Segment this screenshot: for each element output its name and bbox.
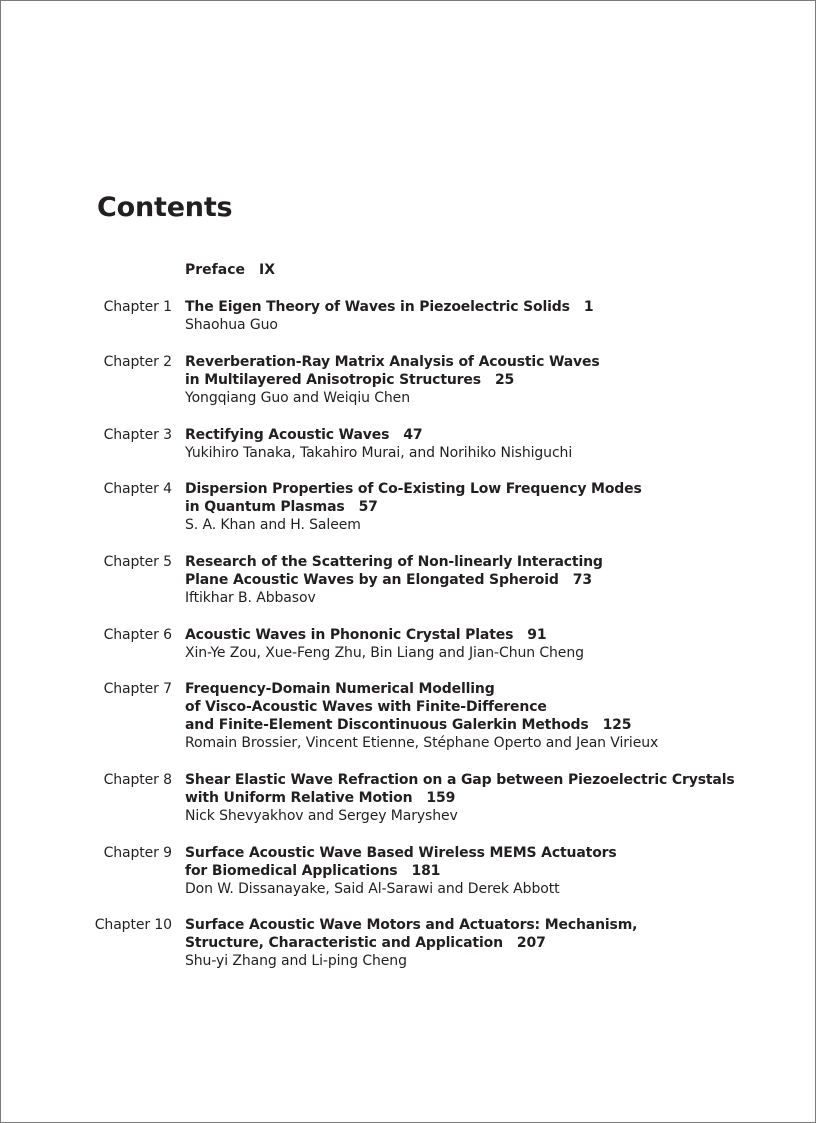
chapter-page-number: 47	[403, 427, 423, 443]
chapter-authors: Nick Shevyakhov and Sergey Maryshev	[185, 808, 458, 824]
chapter-page-number: 125	[602, 717, 632, 733]
chapter-title-line	[185, 626, 805, 644]
preface-entry	[185, 261, 275, 279]
chapter-label: Chapter 1	[103, 299, 172, 315]
chapter-page-number: 91	[527, 627, 547, 643]
chapter-title	[185, 353, 805, 389]
chapter-label: Chapter 7	[103, 681, 172, 697]
chapter-title	[185, 916, 805, 952]
chapter-label: Chapter 6	[103, 627, 172, 643]
chapter-page-number: 1	[583, 299, 594, 315]
chapter-body	[185, 626, 805, 662]
chapter-label: Chapter 8	[103, 772, 172, 788]
chapter-title-text: of Visco-Acoustic Waves with Finite-Difference	[185, 699, 547, 715]
chapter-title-text: The Eigen Theory of Waves in Piezoelectric Solids	[185, 299, 570, 315]
chapter-page-number: 207	[516, 935, 546, 951]
chapter-title-line	[185, 916, 805, 934]
chapter-authors: Romain Brossier, Vincent Etienne, Stéphane Operto and Jean Virieux	[185, 735, 659, 751]
chapter-title-text: in Quantum Plasmas	[185, 499, 345, 515]
chapter-label: Chapter 2	[103, 354, 172, 370]
chapter-title-text: Surface Acoustic Wave Based Wireless MEMS Actuators	[185, 845, 617, 861]
chapter-page-number: 159	[426, 790, 456, 806]
preface-label: Preface	[185, 262, 245, 278]
chapter-title-line	[185, 680, 805, 698]
chapter-body	[185, 480, 805, 534]
chapter-authors: Yukihiro Tanaka, Takahiro Murai, and Norihiko Nishiguchi	[185, 445, 573, 461]
chapter-authors: S. A. Khan and H. Saleem	[185, 517, 361, 533]
chapter-title	[185, 680, 805, 734]
chapter-title-line	[185, 298, 805, 316]
chapter-title	[185, 553, 805, 589]
chapter-authors: Xin-Ye Zou, Xue-Feng Zhu, Bin Liang and Jian-Chun Cheng	[185, 645, 584, 661]
chapter-title-text: for Biomedical Applications	[185, 863, 398, 879]
chapter-title	[185, 626, 805, 644]
chapter-title-text: Research of the Scattering of Non-linearly Interacting	[185, 554, 603, 570]
chapter-label: Chapter 10	[94, 917, 172, 933]
chapter-title-text: Frequency-Domain Numerical Modelling	[185, 681, 495, 697]
chapter-label: Chapter 3	[103, 427, 172, 443]
chapter-label: Chapter 9	[103, 845, 172, 861]
chapter-title	[185, 771, 805, 807]
chapter-authors: Don W. Dissanayake, Said Al-Sarawi and Derek Abbott	[185, 881, 560, 897]
chapter-page-number: 57	[358, 499, 378, 515]
chapter-title-text: and Finite-Element Discontinuous Galerkin Methods	[185, 717, 589, 733]
chapter-title-text: Acoustic Waves in Phononic Crystal Plates	[185, 627, 514, 643]
chapter-title-text: in Multilayered Anisotropic Structures	[185, 372, 481, 388]
chapter-page-number: 25	[494, 372, 515, 388]
chapter-body	[185, 916, 805, 970]
chapter-title	[185, 426, 805, 444]
chapter-body	[185, 844, 805, 898]
chapter-title-text: Rectifying Acoustic Waves	[185, 427, 390, 443]
chapter-title-line	[185, 498, 805, 516]
chapter-title	[185, 480, 805, 516]
chapter-title-line	[185, 553, 805, 571]
preface-page: IX	[259, 262, 276, 278]
chapter-title-line	[185, 426, 805, 444]
chapter-title-line	[185, 771, 805, 789]
chapter-title-line	[185, 698, 805, 716]
chapter-title-line	[185, 571, 805, 589]
chapter-body	[185, 353, 805, 407]
chapter-title-text: Surface Acoustic Wave Motors and Actuators: Mechanism,	[185, 917, 638, 933]
chapter-title-line	[185, 353, 805, 371]
chapter-title-line	[185, 371, 805, 389]
chapter-title-text: Dispersion Properties of Co-Existing Low Frequency Modes	[185, 481, 642, 497]
chapter-title-text: Structure, Characteristic and Application	[185, 935, 503, 951]
chapter-title	[185, 844, 805, 880]
chapter-title-line	[185, 934, 805, 952]
chapter-body	[185, 771, 805, 825]
chapter-authors: Shaohua Guo	[185, 317, 278, 333]
chapter-authors: Shu-yi Zhang and Li-ping Cheng	[185, 953, 407, 969]
chapter-title-line	[185, 862, 805, 880]
chapter-title-line	[185, 789, 805, 807]
chapter-title-text: Plane Acoustic Waves by an Elongated Spheroid	[185, 572, 559, 588]
chapter-authors: Iftikhar B. Abbasov	[185, 590, 316, 606]
chapter-title-line	[185, 844, 805, 862]
chapter-title-text: Shear Elastic Wave Refraction on a Gap between Piezoelectric Crystals	[185, 772, 735, 788]
chapter-body	[185, 426, 805, 462]
chapter-page-number: 73	[572, 572, 592, 588]
chapter-title-text: with Uniform Relative Motion	[185, 790, 413, 806]
chapter-title	[185, 298, 805, 316]
chapter-page-number: 181	[411, 863, 441, 879]
chapter-body	[185, 298, 805, 334]
chapter-authors: Yongqiang Guo and Weiqiu Chen	[185, 390, 410, 406]
chapter-title-line	[185, 480, 805, 498]
page-title: Contents	[97, 192, 233, 223]
chapter-label: Chapter 5	[103, 554, 172, 570]
chapter-title-line	[185, 716, 805, 734]
chapter-title-text: Reverberation-Ray Matrix Analysis of Acoustic Waves	[185, 354, 600, 370]
chapter-body	[185, 553, 805, 607]
chapter-label: Chapter 4	[103, 481, 172, 497]
chapter-body	[185, 680, 805, 752]
